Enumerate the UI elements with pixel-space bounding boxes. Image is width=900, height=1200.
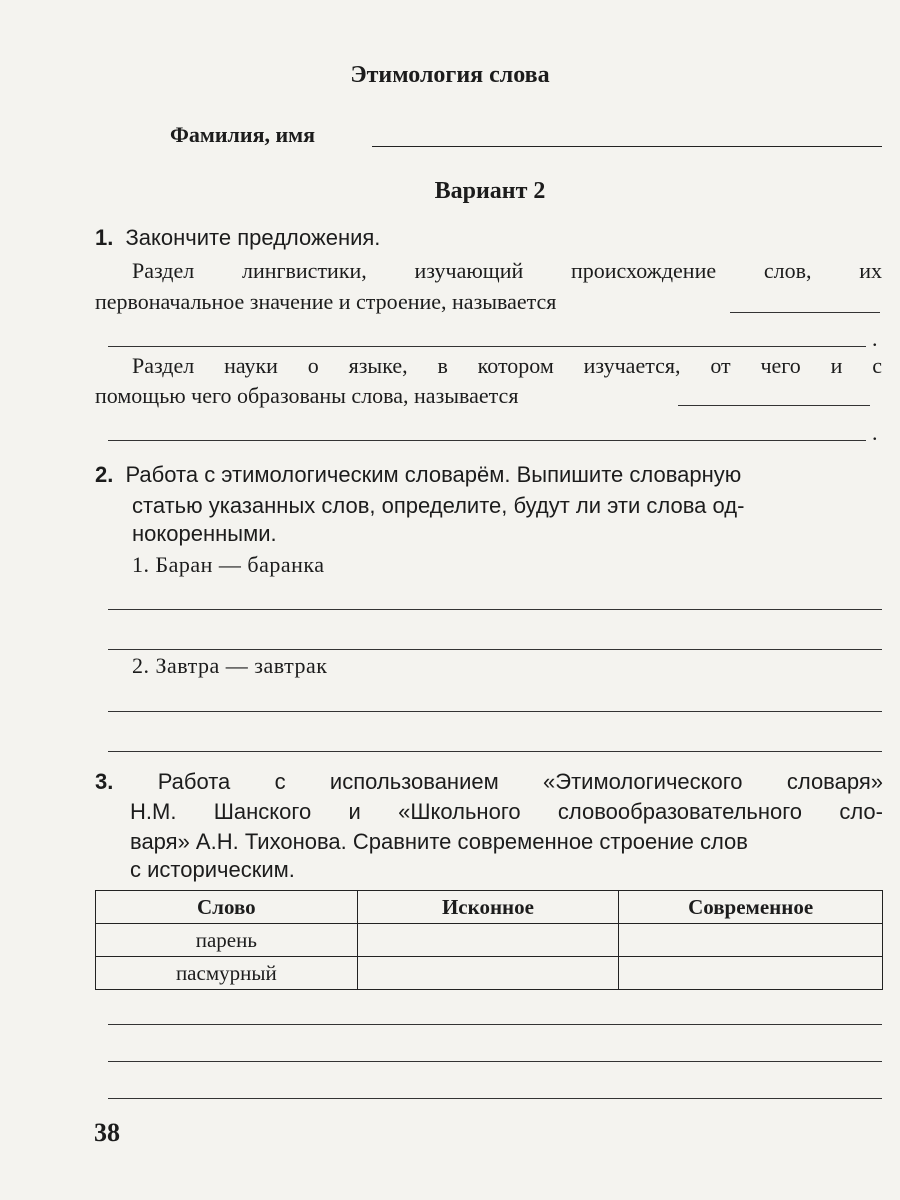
task3-answer-line2[interactable] <box>108 1061 882 1062</box>
task3-answer-line1[interactable] <box>108 1024 882 1025</box>
name-field-line[interactable] <box>372 146 882 147</box>
header-modern: Современное <box>619 891 883 924</box>
task2-pair2-line2[interactable] <box>108 751 882 752</box>
table-cell-word: пасмурный <box>96 957 358 990</box>
task1-sentence2-line1: Раздел науки о языке, в котором изучается, от чего и с <box>132 353 882 378</box>
task1-sentence2-line2: помощью чего образованы слова, называется <box>95 383 519 408</box>
word-structure-table <box>95 890 883 990</box>
table-cell-original[interactable] <box>357 957 619 990</box>
header-word: Слово <box>96 891 358 924</box>
task1-sentence1-line2: первоначальное значение и строение, называется <box>95 289 557 314</box>
task1-answer2-line[interactable] <box>108 440 866 441</box>
task1-instruction-row <box>95 222 885 254</box>
task2-pair2-line1[interactable] <box>108 711 882 712</box>
task2-pair1-line1[interactable] <box>108 609 882 610</box>
table-cell-modern[interactable] <box>619 924 883 957</box>
task2-pair2: 2. Завтра — завтрак <box>132 653 328 678</box>
task3-text-line4: с историческим. <box>130 857 295 882</box>
variant-heading: Вариант 2 <box>434 178 546 204</box>
task1-answer2-dot: . <box>872 420 878 445</box>
task1-answer2-inline-line[interactable] <box>678 405 870 406</box>
task3-answer-line3[interactable] <box>108 1098 882 1099</box>
task1-answer1-line[interactable] <box>108 346 866 347</box>
table-cell-original[interactable] <box>357 924 619 957</box>
task1-instruction: Закончите предложения. <box>125 225 381 250</box>
bleed-through-shadow <box>600 118 880 148</box>
task2-text-line3: нокоренными. <box>132 521 277 546</box>
task1-number: 1. <box>95 225 114 250</box>
page-title: Этимология слова <box>350 62 550 88</box>
table-row <box>96 957 883 990</box>
task3-text-line2: Н.М. Шанского и «Школьного словообразовательного сло- <box>130 799 883 824</box>
task1-answer1-inline-line[interactable] <box>730 312 880 313</box>
task2-text-line1: 2. Работа с этимологическим словарём. Выпишите словарную <box>95 462 742 487</box>
task1-sentence1-line1: Раздел лингвистики, изучающий происхождение слов, их <box>132 258 882 283</box>
task1-answer1-dot: . <box>872 326 878 351</box>
name-label: Фамилия, имя <box>170 122 316 147</box>
table-cell-modern[interactable] <box>619 957 883 990</box>
table-header-row <box>96 891 883 924</box>
task3-text-line3: варя» А.Н. Тихонова. Сравните современное строение слов <box>130 829 748 854</box>
table-row <box>96 924 883 957</box>
header-original: Исконное <box>357 891 619 924</box>
table-cell-word: парень <box>96 924 358 957</box>
task2-pair1: 1. Баран — баранка <box>132 552 325 577</box>
task3-text-line1: 3. Работа с использованием «Этимологического словаря» <box>95 769 883 794</box>
task3-number: 3. <box>95 769 114 794</box>
task2-text-line2: статью указанных слов, определите, будут ли эти слова од- <box>132 493 745 518</box>
page-number: 38 <box>94 1118 120 1147</box>
task2-number: 2. <box>95 462 114 487</box>
